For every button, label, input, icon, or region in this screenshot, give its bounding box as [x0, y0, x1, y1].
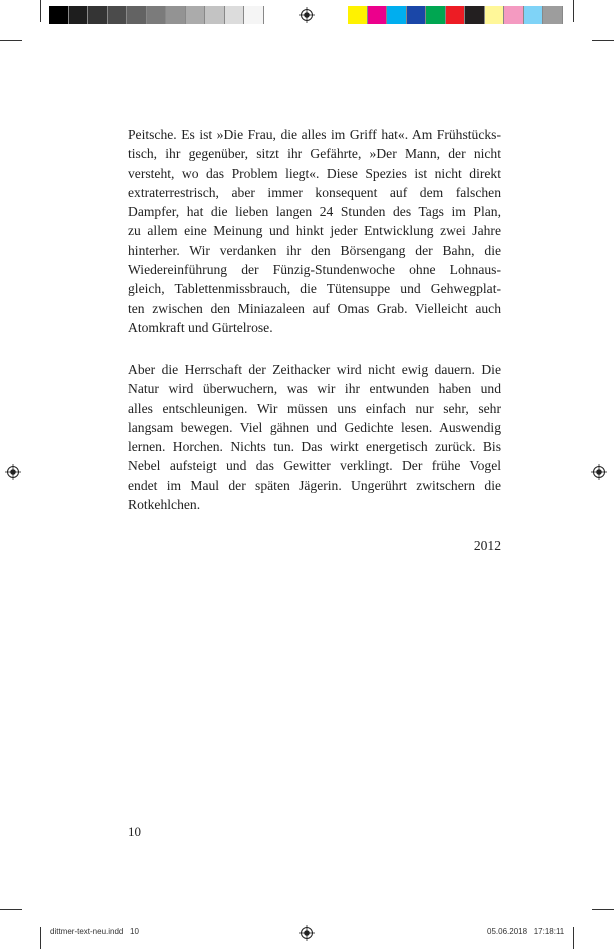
text-line: endet im Maul der späten Jägerin. Ungerührt zwitschern die — [128, 477, 501, 493]
slug-filename: dittmer-text-neu.indd 10 — [50, 927, 139, 936]
crop-mark — [40, 927, 41, 949]
crop-mark — [592, 40, 614, 41]
text-line: extraterrestrisch, aber immer konsequent auf dem falschen — [128, 184, 501, 200]
slug-datetime: 05.06.2018 17:18:11 — [487, 927, 565, 936]
text-line: Atomkraft und Gürtelrose. — [128, 319, 273, 335]
page-number: 10 — [128, 824, 141, 839]
crop-mark — [40, 0, 41, 22]
text-line: langsam bewegen. Viel gähnen und Gedichte lesen. Auswendig — [128, 419, 501, 435]
color-swatch — [49, 6, 69, 24]
registration-mark-bottom-icon — [299, 925, 315, 941]
color-swatch — [407, 6, 427, 24]
text-line: Aber die Herrschaft der Zeithacker wird nicht ewig dauern. Die — [128, 362, 501, 377]
text-line: tisch, ihr gegenüber, sitzt ihr Gefährte, »Der Mann, der nicht — [128, 146, 501, 162]
text-line: hinterher. Wir verdanken ihr den Börsengang der Bahn, die — [128, 242, 501, 258]
text-line: alles entschleunigen. Wir müssen uns einfach nur sehr, sehr — [128, 400, 501, 416]
text-line: Dampfer, hat die lieben langen 24 Stunden des Tags im Plan, — [128, 204, 501, 220]
text-line: versteht, wo das Problem liegt«. Diese Spezies ist nicht direkt — [128, 165, 501, 181]
color-swatch — [127, 6, 147, 24]
color-swatch — [88, 6, 108, 24]
crop-mark — [592, 909, 614, 910]
color-swatch — [205, 6, 225, 24]
color-swatch — [387, 6, 407, 24]
color-swatch — [186, 6, 206, 24]
registration-mark-left-icon — [5, 464, 21, 480]
color-swatch — [446, 6, 466, 24]
year: 2012 — [473, 538, 501, 553]
color-swatch — [348, 6, 368, 24]
crop-mark — [0, 909, 22, 910]
text-line: gleich, Tablettenmissbrauch, die Tütensuppe und Gehwegplat- — [128, 281, 501, 297]
crop-mark — [0, 40, 22, 41]
color-swatch — [225, 6, 245, 24]
color-swatch — [69, 6, 89, 24]
color-swatch — [485, 6, 505, 24]
color-swatch — [524, 6, 544, 24]
text-line: Nebel aufsteigt und das Gewitter verklingt. Der frühe Vogel — [128, 458, 501, 474]
color-swatch — [166, 6, 186, 24]
text-line: ten zwischen den Miniazaleen auf Omas Grab. Vielleicht auch — [128, 300, 501, 316]
process-color-bar — [348, 6, 563, 24]
registration-mark-top-icon — [299, 7, 315, 23]
text-line: Rotkehlchen. — [128, 497, 201, 513]
color-swatch — [368, 6, 388, 24]
color-swatch — [504, 6, 524, 24]
color-swatch — [465, 6, 485, 24]
paragraph-1 — [128, 125, 501, 337]
text-line: Wiedereinführung der Fünzig-Stundenwoche ohne Lohnaus- — [128, 262, 501, 278]
color-swatch — [543, 6, 563, 24]
text-line: Natur wird überwuchern, was wir ihr entwunden haben und — [128, 381, 501, 397]
paragraph-2 — [128, 360, 501, 514]
color-swatch — [244, 6, 264, 24]
color-swatch — [426, 6, 446, 24]
color-swatch — [108, 6, 128, 24]
crop-mark — [573, 927, 574, 949]
text-line: zu allem eine Meinung und hinkt jeder Entwicklung zwei Jahre — [128, 223, 501, 239]
crop-mark — [573, 0, 574, 22]
text-line: Peitsche. Es ist »Die Frau, die alles im Griff hat«. Am Frühstücks- — [128, 127, 501, 142]
text-line: lernen. Horchen. Nichts tun. Das wirkt energetisch zurück. Bis — [128, 439, 501, 455]
color-swatch — [147, 6, 167, 24]
registration-mark-right-icon — [591, 464, 607, 480]
grayscale-color-bar — [49, 6, 264, 24]
